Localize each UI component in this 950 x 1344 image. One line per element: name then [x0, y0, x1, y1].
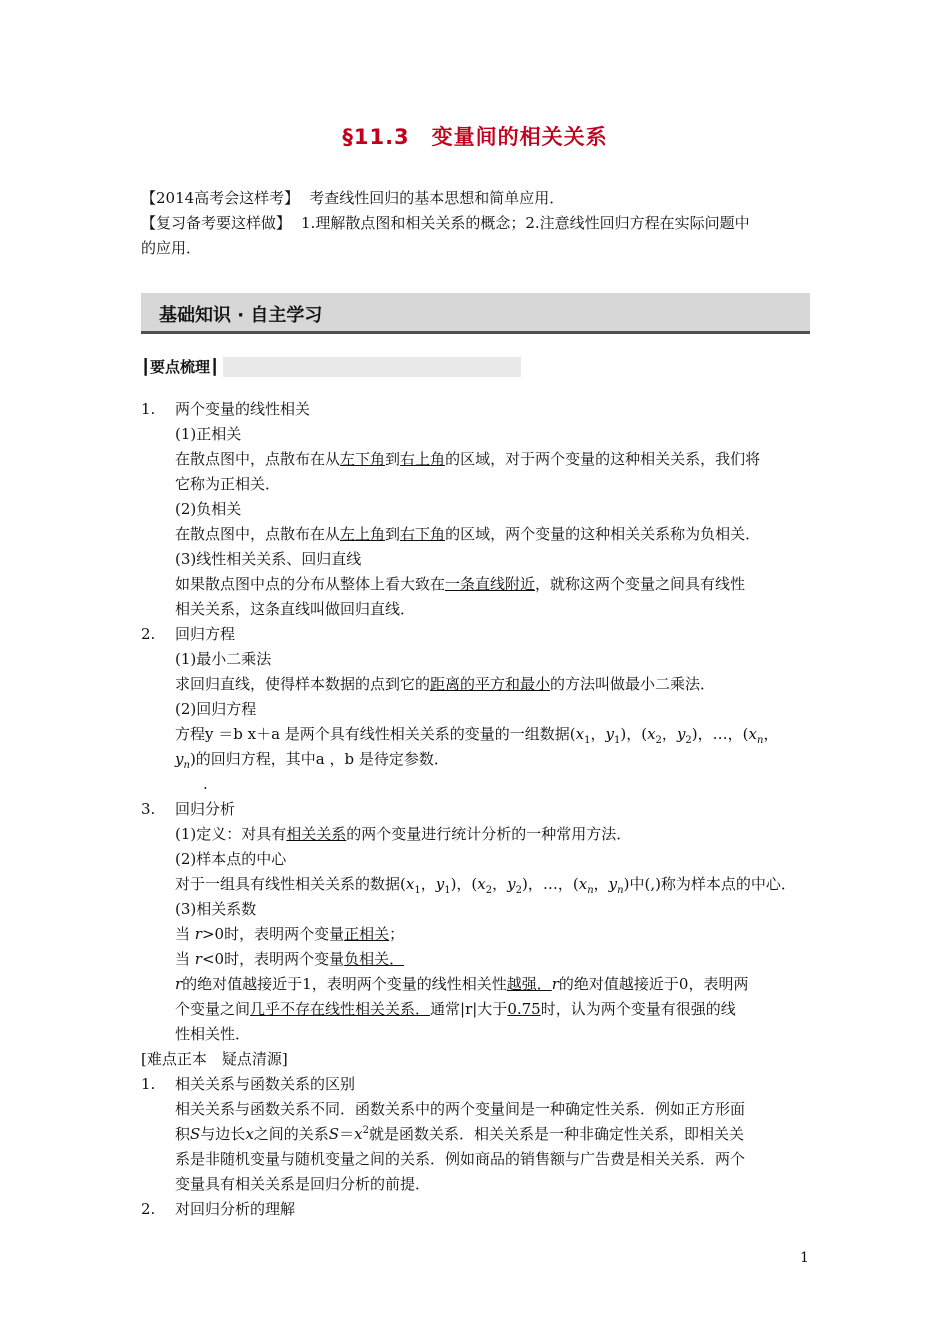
- exam-requirement-line: 【2014高考会这样考】 考查线性回归的基本思想和简单应用．: [141, 189, 565, 207]
- review-tag: 【复习备考要这样做】: [141, 214, 292, 232]
- subsection-header: [141, 357, 521, 377]
- section-header: [141, 293, 810, 334]
- difficulty-heading: [难点正本 疑点清源]: [141, 1050, 288, 1068]
- paragraph: 积S与边长x之间的关系$S=x^2$就是函数关系．相关关系是一种非确定性关系，即相关关: [175, 1125, 744, 1143]
- paragraph: 在散点图中，点散布在从左上角到右下角的区域，两个变量的这种相关关系称为负相关．: [175, 525, 761, 543]
- item-heading: 1. 相关关系与函数关系的区别: [141, 1075, 356, 1093]
- paragraph: 当 r>0时，表明两个变量正相关；: [175, 925, 405, 943]
- paragraph: $y_n$)的回归方程，其中a ，b 是待定参数．: [175, 750, 449, 771]
- paragraph: 如果散点图中点的分布从整体上看大致在一条直线附近，就称这两个变量之间具有线性: [175, 575, 746, 593]
- paragraph: 个变量之间几乎不存在线性相关关系．通常|r|大于0.75时，认为两个变量有很强的线: [175, 1000, 736, 1018]
- paragraph: 方程y ＝b x＋a 是两个具有线性相关关系的变量的一组数据($x_1$，$y_1$)，($x_2$，$y_2$)，…，($x_n$，: [175, 725, 779, 746]
- page-title: §11.3 变量间的相关关系: [342, 125, 608, 149]
- item-heading: 3. 回归分析: [141, 800, 236, 818]
- paragraph: 求回归直线，使得样本数据的点到它的距离的平方和最小的方法叫做最小二乘法．: [175, 675, 716, 693]
- item-heading: 2. 对回归分析的理解: [141, 1200, 296, 1218]
- paragraph: r的绝对值越接近于1，表明两个变量的线性相关性越强．r的绝对值越接近于0，表明两: [175, 975, 749, 993]
- review-advice-block: 【复习备考要这样做】 1.理解散点图和相关关系的概念；2.注意线性回归方程在实际问题中 的应用．: [141, 214, 750, 257]
- item-heading: 1. 两个变量的线性相关: [141, 400, 311, 418]
- subsection-title: ┃要点梳理┃: [141, 357, 223, 377]
- paragraph: 对于一组具有线性相关关系的数据($x_1$，$y_1$)，($x_2$，$y_2$)，…，($x_n$，$y_n$)中(,)称为样本点的中心．: [175, 875, 796, 896]
- paragraph: 当 r<0时，表明两个变量负相关．: [175, 950, 405, 968]
- page-number: 1: [800, 1250, 809, 1266]
- item-heading: 2. 回归方程: [141, 625, 236, 643]
- section-title: 基础知识 · 自主学习: [159, 305, 323, 326]
- paragraph: (1)定义：对具有相关关系的两个变量进行统计分析的一种常用方法．: [175, 825, 632, 843]
- paragraph: 在散点图中，点散布在从左下角到右上角的区域，对于两个变量的这种相关关系，我们将: [175, 450, 761, 468]
- main-content: 1. 两个变量的线性相关 (1)正相关 在散点图中，点散布在从左下角到右上角的区域，对于两个变量的这种相关关系，我们将 它称为正相关． (2)负相关 在散点图中，点散布在从左上角到右下角的区域，两个变量的这种相关关系称为负相关． (3)线性相关关系、回归直线 如果散点图中点的分布从整体上看大致在一条直线附近，就称这两个变量之间具有线性 相关关系，这条直线叫做回归直线． 2. 回归方程 (1)最小二乘法 求回归直线，使得样本数据的点到它的距离的平方和最小的方法叫做最小二乘法． (2)回归方程 方程y ＝b x＋a 是两个具有线性相关关系的变量的一组数据($x_1$，$y_1$)，($x_2$，$y_2$)，…，($x_n$， $y_n$)的回归方程，其中a ，b 是待定参数． . 3. 回归分析 (1)定义：对具有相关关系的两个变量进行统计分析的一种常用方法． (2)样本点的中心 对于一组具有线性相关关系的数据($x_1$，$y_1$)，($x_2$，$y_2$)，…，($x_n$，$y_n$)中(,)称为样本点的中心． (3)相关系数 当 r>0时，表明两个变量正相关； 当 r<0时，表明两个变量负相关． r的绝对值越接近于1，表明两个变量的线性相关性越强．r的绝对值越接近于0，表明两 个变量之间几乎不存在线性相关关系．通常|r|大于0.75时，认为两个变量有很强的线 性相关性． [难点正本 疑点清源] 1. 相关关系与函数关系的区别 相关关系与函数关系不同．函数关系中的两个变量间是一种确定性关系．例如正方形面 积S与边长x之间的关系$S=x^2$就是函数关系．相关关系是一种非确定性关系，即相关关 系是非随机变量与随机变量之间的关系．例如商品的销售额与广告费是相关关系．两个 变量具有相关关系是回归分析的前提． 2. 对回归分析的理解: [141, 397, 813, 1222]
- exam-tag: 【2014高考会这样考】: [141, 189, 300, 207]
